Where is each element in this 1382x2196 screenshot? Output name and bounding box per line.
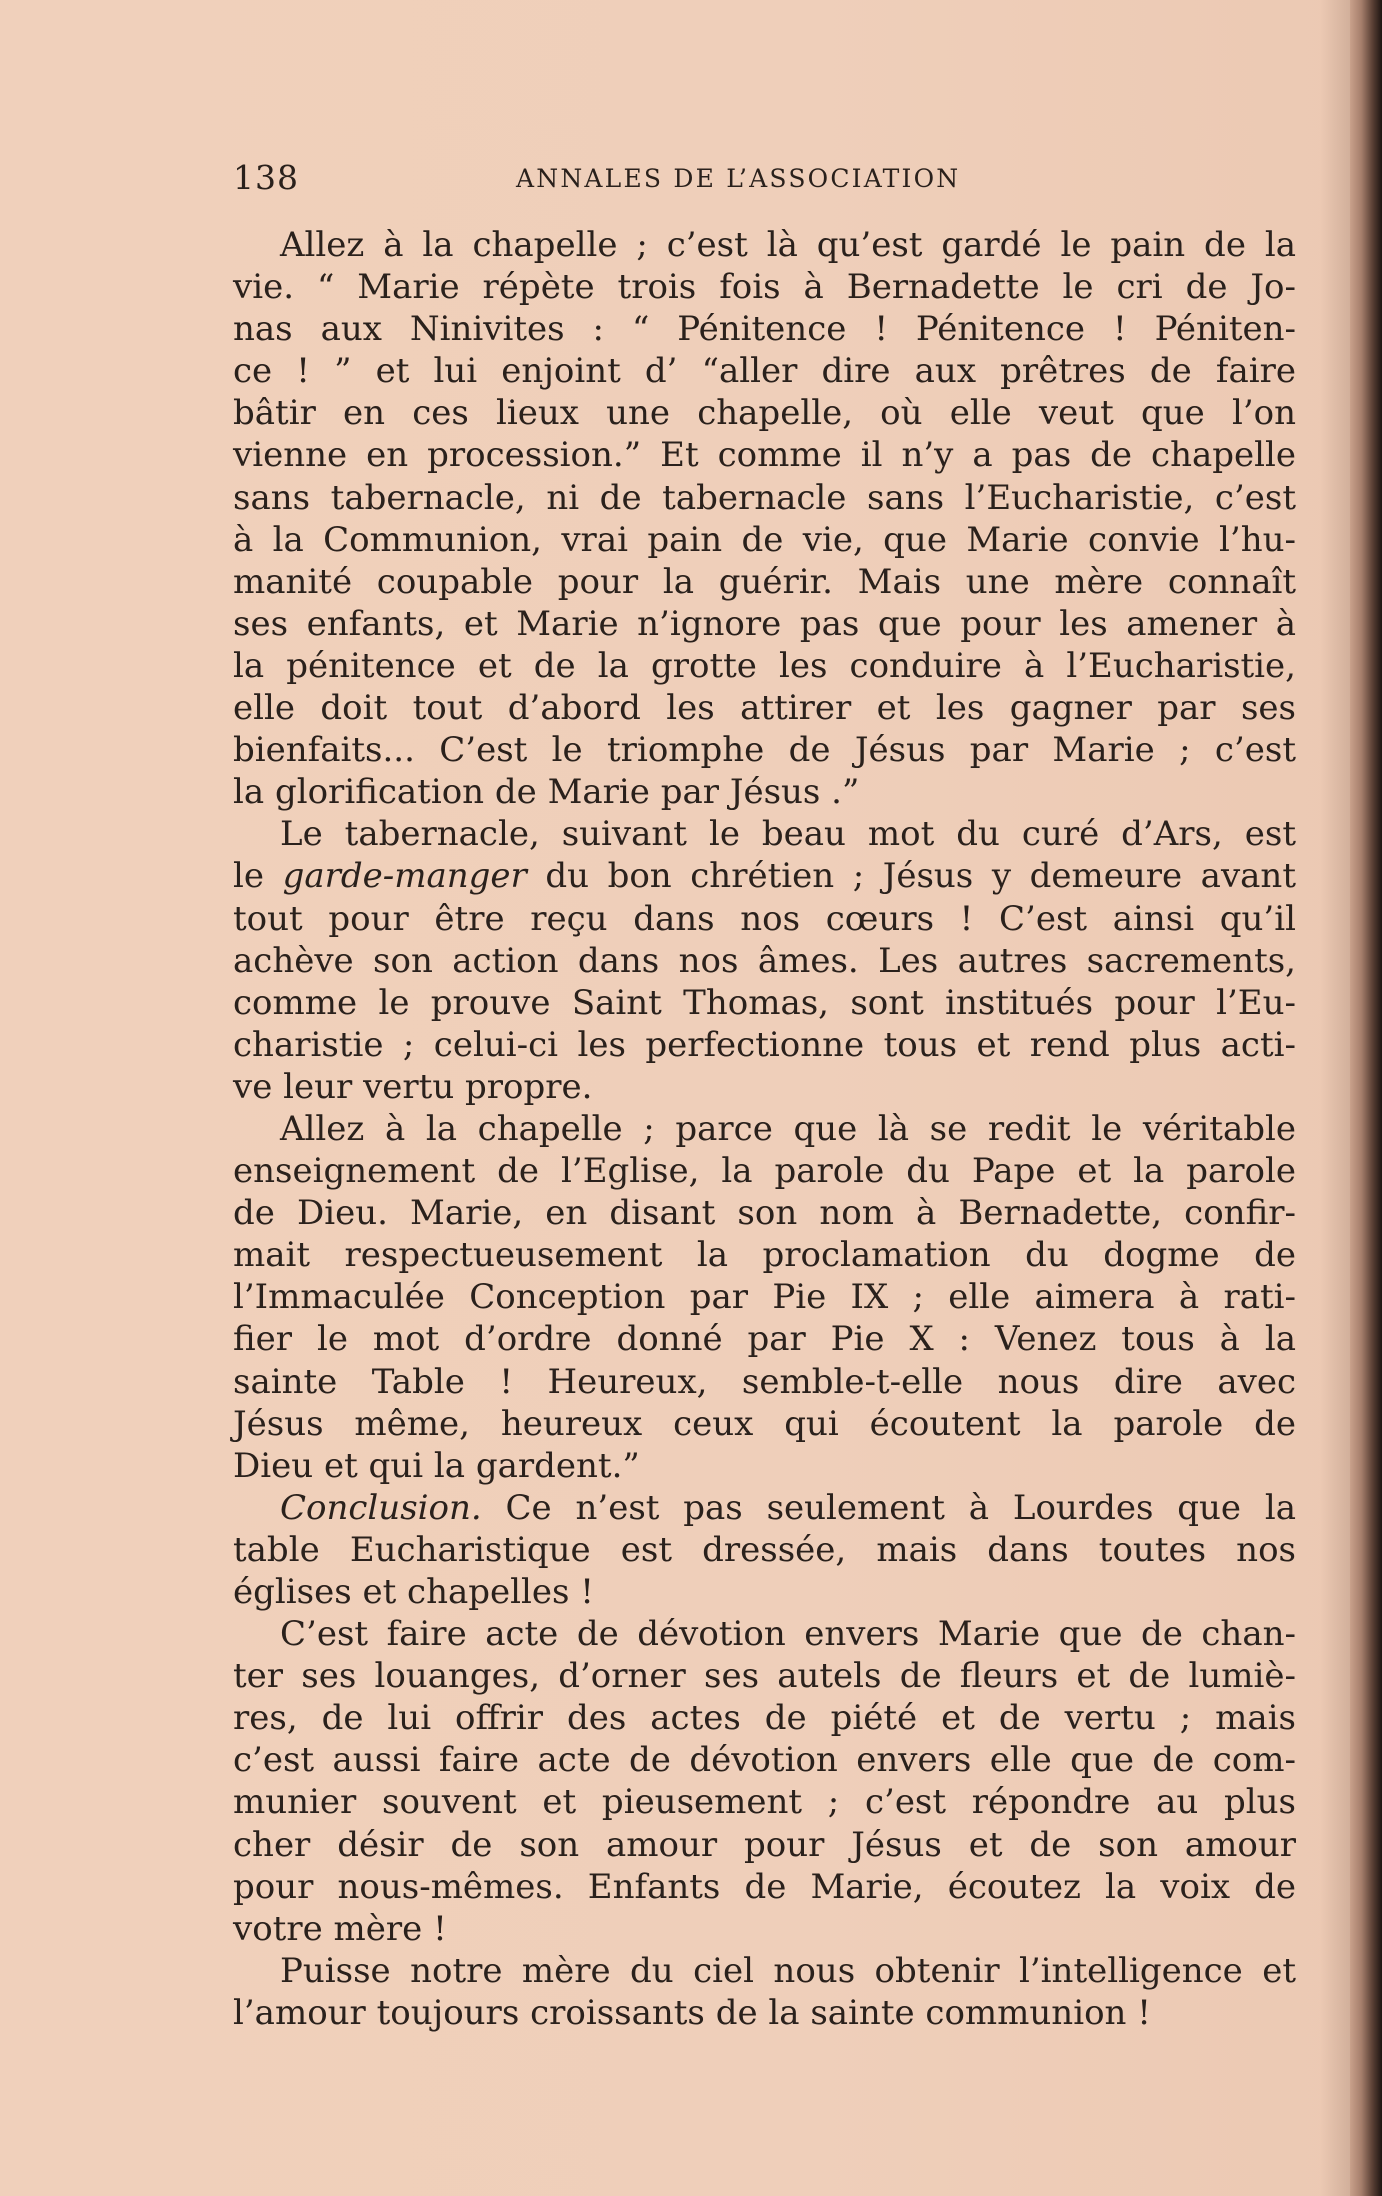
- text-line: cher désir de son amour pour Jésus et de son amour: [233, 1824, 1296, 1865]
- text-line: Allez à la chapelle ; parce que là se redit le véritable: [280, 1108, 1296, 1149]
- text-line: Le tabernacle, suivant le beau mot du curé d’Ars, est: [280, 814, 1296, 855]
- text-line: ce ! ” et lui enjoint d’ “aller dire aux prêtres de faire: [233, 351, 1296, 392]
- text-line: comme le prouve Saint Thomas, sont institués pour l’Eu-: [233, 982, 1296, 1023]
- text-line: bienfaits... C’est le triomphe de Jésus par Marie ; c’est: [233, 730, 1296, 771]
- text-line: l’amour toujours croissants de la sainte communion !: [233, 1992, 1151, 2033]
- text-line: fier le mot d’ordre donné par Pie X : Venez tous à la: [233, 1319, 1296, 1360]
- text-line: tout pour être reçu dans nos cœurs ! C’est ainsi qu’il: [233, 898, 1296, 939]
- running-head: ANNALES DE L’ASSOCIATION: [516, 164, 961, 193]
- text-line: elle doit tout d’abord les attirer et les gagner par ses: [233, 688, 1296, 729]
- text-line: Allez à la chapelle ; c’est là qu’est gardé le pain de la: [280, 225, 1296, 265]
- text-line: C’est faire acte de dévotion envers Marie que de chan-: [280, 1614, 1296, 1655]
- text-line: vie. “ Marie répète trois fois à Bernadette le cri de Jo-: [233, 267, 1296, 308]
- text-fragment: du bon chrétien ; Jésus y demeure avant: [526, 856, 1296, 897]
- text-line: la glorification de Marie par Jésus .”: [233, 772, 860, 813]
- text-line-with-italic: [233, 1487, 1296, 1529]
- text-line: ter ses louanges, d’orner ses autels de fleurs et de lumiè-: [233, 1656, 1296, 1697]
- text-line: sainte Table ! Heureux, semble-t-elle nous dire avec: [233, 1361, 1296, 1402]
- text-line: Jésus même, heureux ceux qui écoutent la parole de: [233, 1403, 1296, 1444]
- text-line: à la Communion, vrai pain de vie, que Marie convie l’hu-: [233, 519, 1296, 560]
- text-line: res, de lui offrir des actes de piété et de vertu ; mais: [233, 1698, 1296, 1739]
- text-line: sans tabernacle, ni de tabernacle sans l’Eucharistie, c’est: [233, 477, 1296, 518]
- text-line: c’est aussi faire acte de dévotion envers elle que de com-: [233, 1740, 1296, 1781]
- page-header: [233, 158, 1298, 202]
- italic-term: garde-manger: [282, 856, 527, 897]
- text-line: de Dieu. Marie, en disant son nom à Bernadette, confir-: [233, 1193, 1296, 1234]
- text-line: vienne en procession.” Et comme il n’y a pas de chapelle: [233, 435, 1296, 476]
- text-line: nas aux Ninivites : “ Pénitence ! Pénitence ! Péniten-: [233, 309, 1296, 350]
- text-line: enseignement de l’Eglise, la parole du Pape et la parole: [233, 1151, 1296, 1192]
- page-edge: [1350, 0, 1382, 2196]
- text-fragment: Ce n’est pas seulement à Lourdes que la: [481, 1487, 1296, 1528]
- page-number: 138: [233, 158, 299, 197]
- text-line: églises et chapelles !: [233, 1572, 594, 1612]
- conclusion-heading: Conclusion.: [280, 1487, 482, 1528]
- text-line: manité coupable pour la guérir. Mais une mère connaît: [233, 561, 1296, 602]
- body-text: [233, 224, 1296, 2034]
- text-line: l’Immaculée Conception par Pie IX ; elle aimera à rati-: [233, 1277, 1296, 1318]
- text-line-with-italic: [233, 855, 1296, 897]
- text-line: Puisse notre mère du ciel nous obtenir l’intelligence et: [280, 1950, 1296, 1991]
- text-line: la pénitence et de la grotte les conduire à l’Eucharistie,: [233, 645, 1296, 686]
- text-fragment: le: [233, 856, 283, 897]
- text-line: munier souvent et pieusement ; c’est répondre au plus: [233, 1782, 1296, 1823]
- text-line: table Eucharistique est dressée, mais dans toutes nos: [233, 1529, 1296, 1570]
- text-line: bâtir en ces lieux une chapelle, où elle veut que l’on: [233, 393, 1296, 434]
- page-curl-shadow: [1320, 0, 1350, 2196]
- text-line: achève son action dans nos âmes. Les autres sacrements,: [233, 940, 1296, 981]
- text-line: mait respectueusement la proclamation du dogme de: [233, 1235, 1296, 1276]
- text-line: votre mère !: [233, 1908, 447, 1949]
- text-line: Dieu et qui la gardent.”: [233, 1445, 640, 1486]
- text-line: ses enfants, et Marie n’ignore pas que pour les amener à: [233, 603, 1296, 644]
- text-line: charistie ; celui-ci les perfectionne tous et rend plus acti-: [233, 1024, 1296, 1065]
- text-line: ve leur vertu propre.: [233, 1066, 593, 1107]
- text-line: pour nous-mêmes. Enfants de Marie, écoutez la voix de: [233, 1866, 1296, 1907]
